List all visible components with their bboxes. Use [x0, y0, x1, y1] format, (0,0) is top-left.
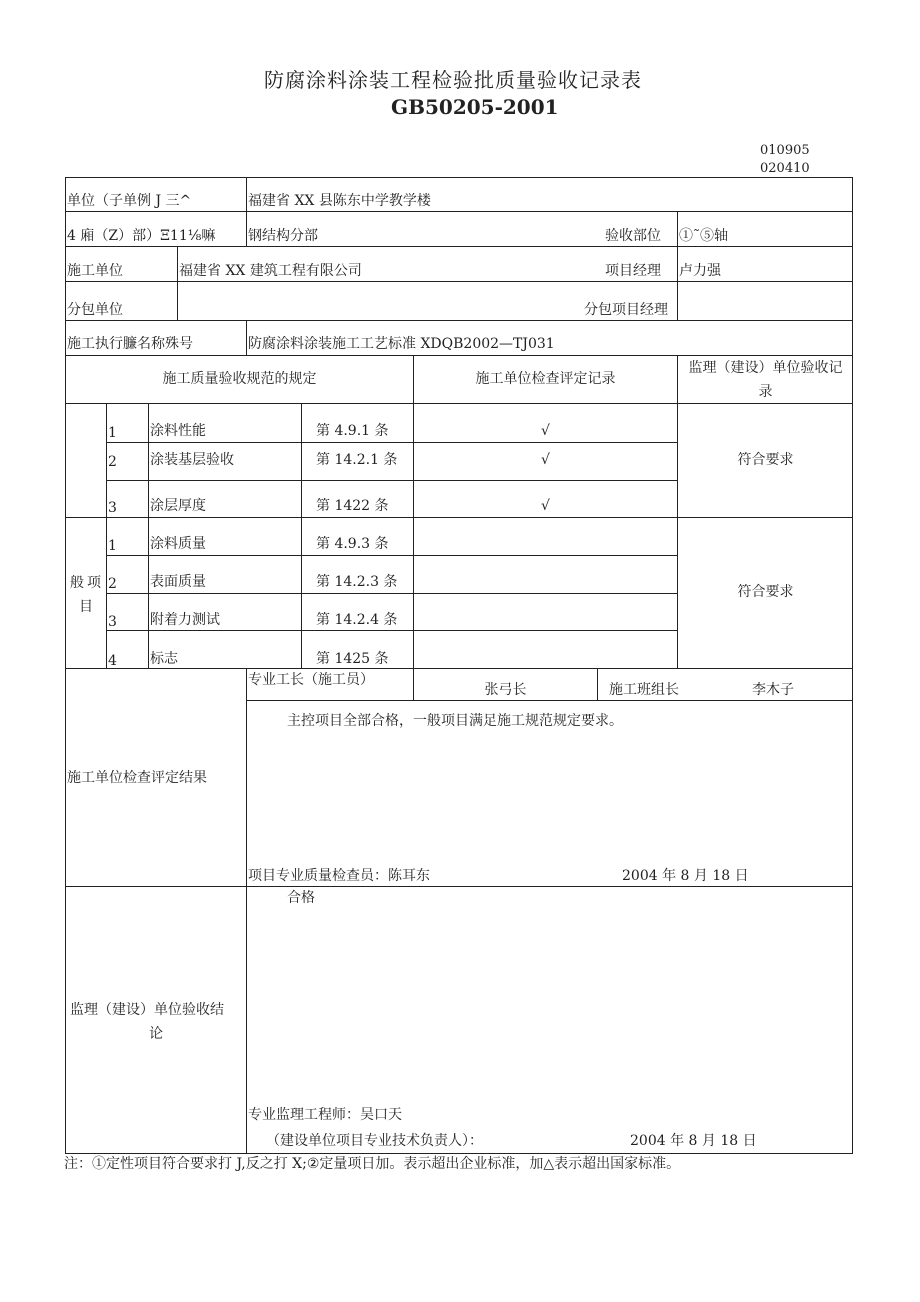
- unit-label: 单位（子单例 J 三^: [67, 193, 192, 209]
- col-line: [677, 355, 678, 668]
- main-item-check: √: [541, 423, 550, 439]
- row-line: [65, 517, 853, 518]
- general-item-clause: 第 4.9.3 条: [316, 536, 389, 552]
- col-line: [106, 403, 107, 668]
- exec-standard-label: 施工执行臁名称殊号: [67, 336, 193, 352]
- footnote: 注：①定性项目符合要求打 J,反之打 X;②定量项日加。表示超出企业标准，加△表示超出国家标准。: [64, 1156, 681, 1172]
- team-leader-value: 李木子: [752, 682, 794, 698]
- form-code-1: 010905: [760, 143, 810, 158]
- supervision-conclusion: 合格: [287, 890, 315, 906]
- foreman-value: 张弓长: [484, 682, 527, 698]
- general-item-clause: 第 14.2.4 条: [316, 612, 398, 628]
- col-line: [246, 320, 247, 355]
- supervision-label-line2: 论: [149, 1026, 163, 1042]
- general-label-part1: 般: [70, 575, 84, 591]
- supervision-date: 2004 年 8 月 18 日: [630, 1133, 757, 1149]
- quality-inspector: 项目专业质量检查员：陈耳东: [248, 868, 430, 884]
- subcontract-manager-label: 分包项目经理: [584, 302, 668, 318]
- row-line: [65, 668, 853, 669]
- general-item-no: 2: [108, 576, 117, 592]
- row-line: [65, 281, 853, 282]
- main-item-name: 涂装基层验收: [150, 452, 234, 468]
- general-item-name: 标志: [150, 651, 178, 667]
- row-line: [106, 630, 677, 631]
- supervision-label-line1: 监理（建设）单位验收结: [70, 1002, 224, 1018]
- row-line: [65, 403, 853, 404]
- row-line: [65, 246, 853, 247]
- subdivision-value: 钢结构分部: [248, 228, 318, 244]
- col-line: [148, 403, 149, 668]
- col-line: [597, 668, 598, 700]
- row-line: [106, 555, 677, 556]
- main-item-name: 涂层厚度: [150, 498, 206, 514]
- row-line: [65, 886, 853, 887]
- main-item-clause: 第 14.2.1 条: [316, 452, 398, 468]
- supervision-header-line1: 监理（建设）单位验收记: [688, 360, 843, 376]
- record-header: 施工单位检查评定记录: [475, 371, 616, 387]
- supervising-engineer: 专业监理工程师：吴口天: [248, 1107, 402, 1123]
- project-manager-label: 项目经理: [605, 263, 661, 279]
- main-item-no: 2: [108, 454, 117, 470]
- general-item-no: 4: [108, 653, 117, 669]
- col-line: [301, 403, 302, 668]
- row-line: [65, 320, 853, 321]
- col-line: [677, 211, 678, 320]
- row-line: [106, 480, 677, 481]
- construction-unit-label: 施工单位: [67, 263, 123, 279]
- row-line: [246, 700, 853, 701]
- general-item-name: 涂料质量: [150, 536, 206, 552]
- general-item-name: 表面质量: [150, 574, 206, 590]
- spec-header: 施工质量验收规范的规定: [162, 371, 317, 387]
- main-item-name: 涂料性能: [150, 423, 206, 439]
- unit-value: 福建省 XX 县陈东中学教学楼: [248, 193, 431, 209]
- form-code-2: 020410: [760, 161, 810, 176]
- row-line: [106, 442, 677, 443]
- main-item-clause: 第 4.9.1 条: [316, 423, 389, 439]
- subdivision-label: 4 廂（Z）部）Ξ11⅛嘛: [67, 228, 216, 244]
- general-result: 符合要求: [737, 584, 794, 600]
- general-item-no: 1: [108, 538, 117, 554]
- general-item-no: 3: [108, 614, 117, 630]
- general-label-part2: 项: [87, 575, 101, 591]
- project-manager-value: 卢力强: [679, 263, 721, 279]
- main-item-clause: 第 1422 条: [316, 498, 389, 514]
- exec-standard-value: 防腐涂料涂装施工工艺标准 XDQB2002—TJ031: [248, 336, 555, 352]
- general-item-clause: 第 1425 条: [316, 651, 389, 667]
- main-item-no: 1: [108, 425, 117, 441]
- standard-code: GB50205-2001: [391, 95, 559, 119]
- construction-date: 2004 年 8 月 18 日: [622, 868, 749, 884]
- main-result: 符合要求: [737, 452, 794, 468]
- supervision-header-line2: 录: [758, 384, 773, 400]
- construction-check-label: 施工单位检查评定结果: [67, 770, 207, 786]
- row-line: [65, 211, 853, 212]
- accept-part-label: 验收部位: [605, 228, 661, 244]
- col-line: [246, 668, 247, 1154]
- col-line: [246, 177, 247, 246]
- construction-conclusion: 主控项目全部合格，一般项目满足施工规范规定要求。: [287, 713, 623, 729]
- row-line: [106, 593, 677, 594]
- owner-representative: （建设单位项目专业技术负责人）：: [266, 1133, 483, 1149]
- foreman-label: 专业工长（施工员）: [248, 672, 374, 688]
- construction-unit-value: 福建省 XX 建筑工程有限公司: [179, 263, 362, 279]
- team-leader-label: 施工班组长: [609, 682, 679, 698]
- accept-part-value: ①˜⑤轴: [679, 228, 728, 244]
- general-item-clause: 第 14.2.3 条: [316, 574, 398, 590]
- page-title: 防腐涂料涂装工程检验批质量验收记录表: [264, 68, 642, 92]
- main-item-check: √: [541, 452, 550, 468]
- general-label-part3: 目: [79, 599, 93, 615]
- general-item-name: 附着力测试: [150, 612, 220, 628]
- subcontract-label: 分包单位: [67, 302, 123, 318]
- row-line: [65, 355, 853, 356]
- main-item-check: √: [541, 498, 550, 514]
- col-line: [177, 246, 178, 320]
- main-item-no: 3: [108, 500, 117, 516]
